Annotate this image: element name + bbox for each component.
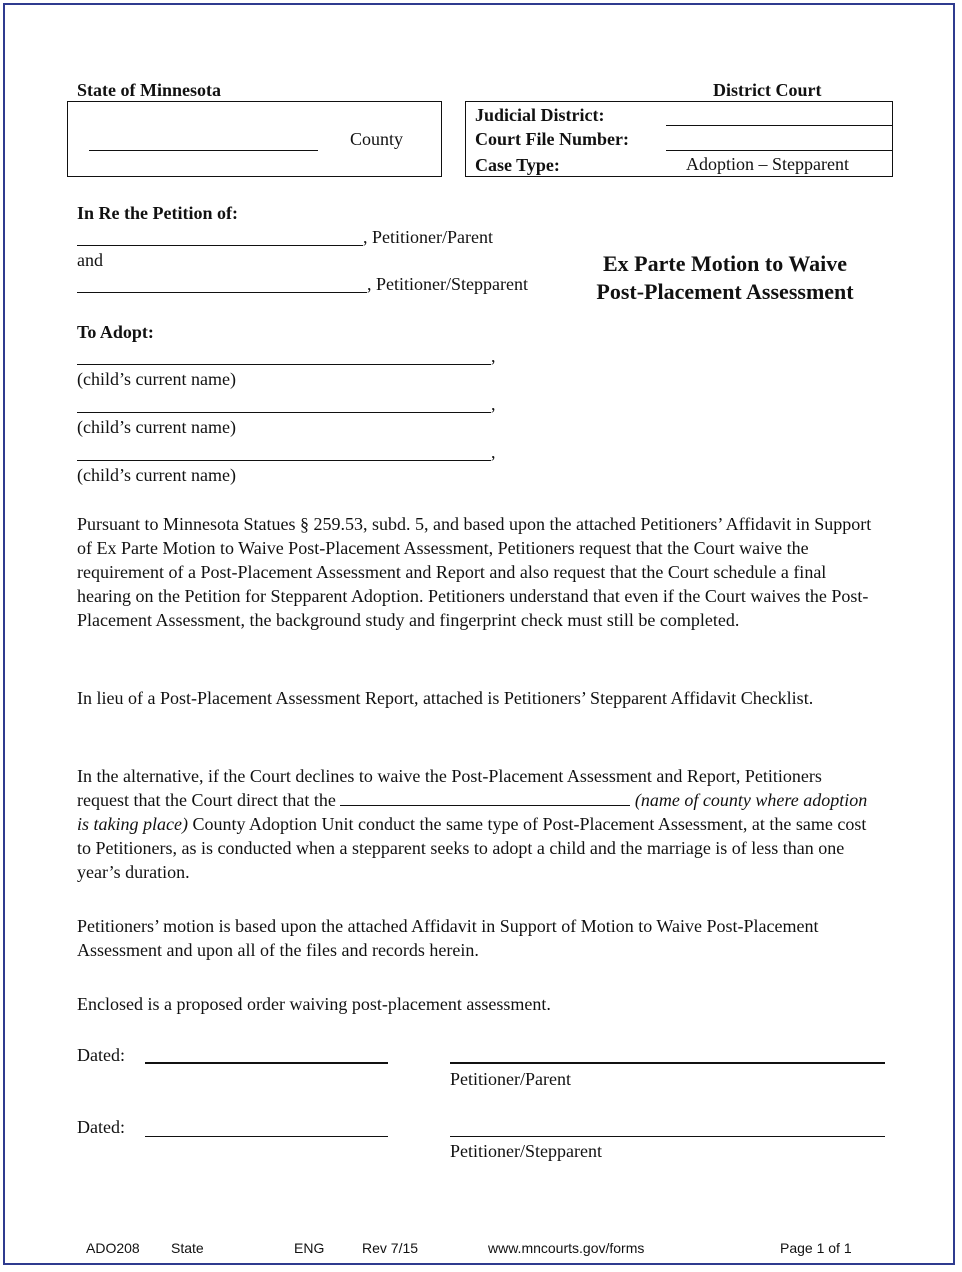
dated-field-2[interactable] bbox=[145, 1136, 388, 1137]
document-title-line2: Post-Placement Assessment bbox=[596, 279, 854, 304]
court-file-number-label: Court File Number: bbox=[475, 129, 629, 149]
county-input-line[interactable] bbox=[89, 150, 318, 151]
footer-page-number: Page 1 of 1 bbox=[780, 1240, 852, 1256]
and-label: and bbox=[77, 250, 103, 270]
judicial-district-field[interactable] bbox=[666, 125, 892, 126]
signature-line-stepparent[interactable] bbox=[450, 1136, 885, 1137]
paragraph-5: Enclosed is a proposed order waiving post-placement assessment. bbox=[77, 994, 551, 1014]
footer-url[interactable]: www.mncourts.gov/forms bbox=[488, 1240, 645, 1256]
case-type-value: Adoption – Stepparent bbox=[686, 154, 849, 174]
footer-form-id: ADO208 bbox=[86, 1240, 140, 1256]
state-label: State of Minnesota bbox=[77, 80, 221, 100]
paragraph-2: In lieu of a Post-Placement Assessment Report, attached is Petitioners’ Stepparent Affidavit Checklist. bbox=[77, 688, 814, 708]
child-name-line-3[interactable] bbox=[77, 460, 491, 461]
child-name-line-2[interactable] bbox=[77, 412, 491, 413]
signature-label-parent: Petitioner/Parent bbox=[450, 1069, 571, 1089]
in-re-label: In Re the Petition of: bbox=[77, 203, 238, 223]
footer-revision: Rev 7/15 bbox=[362, 1240, 419, 1256]
dated-label-1: Dated: bbox=[77, 1045, 125, 1065]
court-file-number-field[interactable] bbox=[666, 150, 892, 151]
child-label-3: (child’s current name) bbox=[77, 465, 236, 485]
case-type-label: Case Type: bbox=[475, 155, 560, 175]
child-label-2: (child’s current name) bbox=[77, 417, 236, 437]
petitioner-parent-label: , Petitioner/Parent bbox=[363, 227, 493, 247]
petitioner-parent-line[interactable] bbox=[77, 245, 363, 246]
petitioner-stepparent-label: , Petitioner/Stepparent bbox=[367, 274, 528, 294]
court-label: District Court bbox=[713, 80, 822, 100]
dated-field-1[interactable] bbox=[145, 1062, 388, 1064]
paragraph-4: Petitioners’ motion is based upon the attached Affidavit in Support of Motion to Waive Post-Placement Assessment and upon all of the files and records herein. bbox=[77, 916, 819, 960]
paragraph-3-italic: (name of county where adoption is taking place) bbox=[77, 790, 868, 834]
dated-label-2: Dated: bbox=[77, 1117, 125, 1137]
document-title-line1: Ex Parte Motion to Waive bbox=[603, 251, 847, 276]
paragraph-1: Pursuant to Minnesota Statues § 259.53, subd. 5, and based upon the attached Petitioners’ Affidavit in Support of Ex Parte Motion to Waive Post-Placement Assessment, Petitioners request that the Court waive the requirement of a Post-Placement Assessment and Report and also request that the Court schedule a final hearing on the Petition for Stepparent Adoption. Petitioners understand that even if the Court waives the Post-Placement Assessment, the background study and fingerprint check must still be completed. bbox=[77, 514, 872, 630]
petitioner-stepparent-line[interactable] bbox=[77, 292, 367, 293]
child-comma-3: , bbox=[491, 442, 496, 462]
county-name-blank[interactable] bbox=[340, 789, 630, 806]
footer-jurisdiction: State bbox=[171, 1240, 204, 1256]
paragraph-3-part-a: In the alternative, if the Court declines to waive the Post-Placement Assessment and Report, Petitioners request that the Court direct that the bbox=[77, 766, 822, 810]
paragraph-3-part-b: County Adoption Unit conduct the same type of Post-Placement Assessment, at the same cost to Petitioners, as is conducted when a stepparent seeks to adopt a child and the marriage is of less than one year’s duration. bbox=[77, 814, 867, 882]
signature-label-stepparent: Petitioner/Stepparent bbox=[450, 1141, 602, 1161]
judicial-district-label: Judicial District: bbox=[475, 105, 605, 125]
child-label-1: (child’s current name) bbox=[77, 369, 236, 389]
county-label: County bbox=[350, 129, 404, 149]
child-name-line-1[interactable] bbox=[77, 364, 491, 365]
to-adopt-label: To Adopt: bbox=[77, 322, 154, 342]
child-comma-2: , bbox=[491, 394, 496, 414]
child-comma-1: , bbox=[491, 346, 496, 366]
signature-line-parent[interactable] bbox=[450, 1062, 885, 1064]
paragraph-3 bbox=[77, 764, 877, 884]
footer-language: ENG bbox=[294, 1240, 325, 1256]
